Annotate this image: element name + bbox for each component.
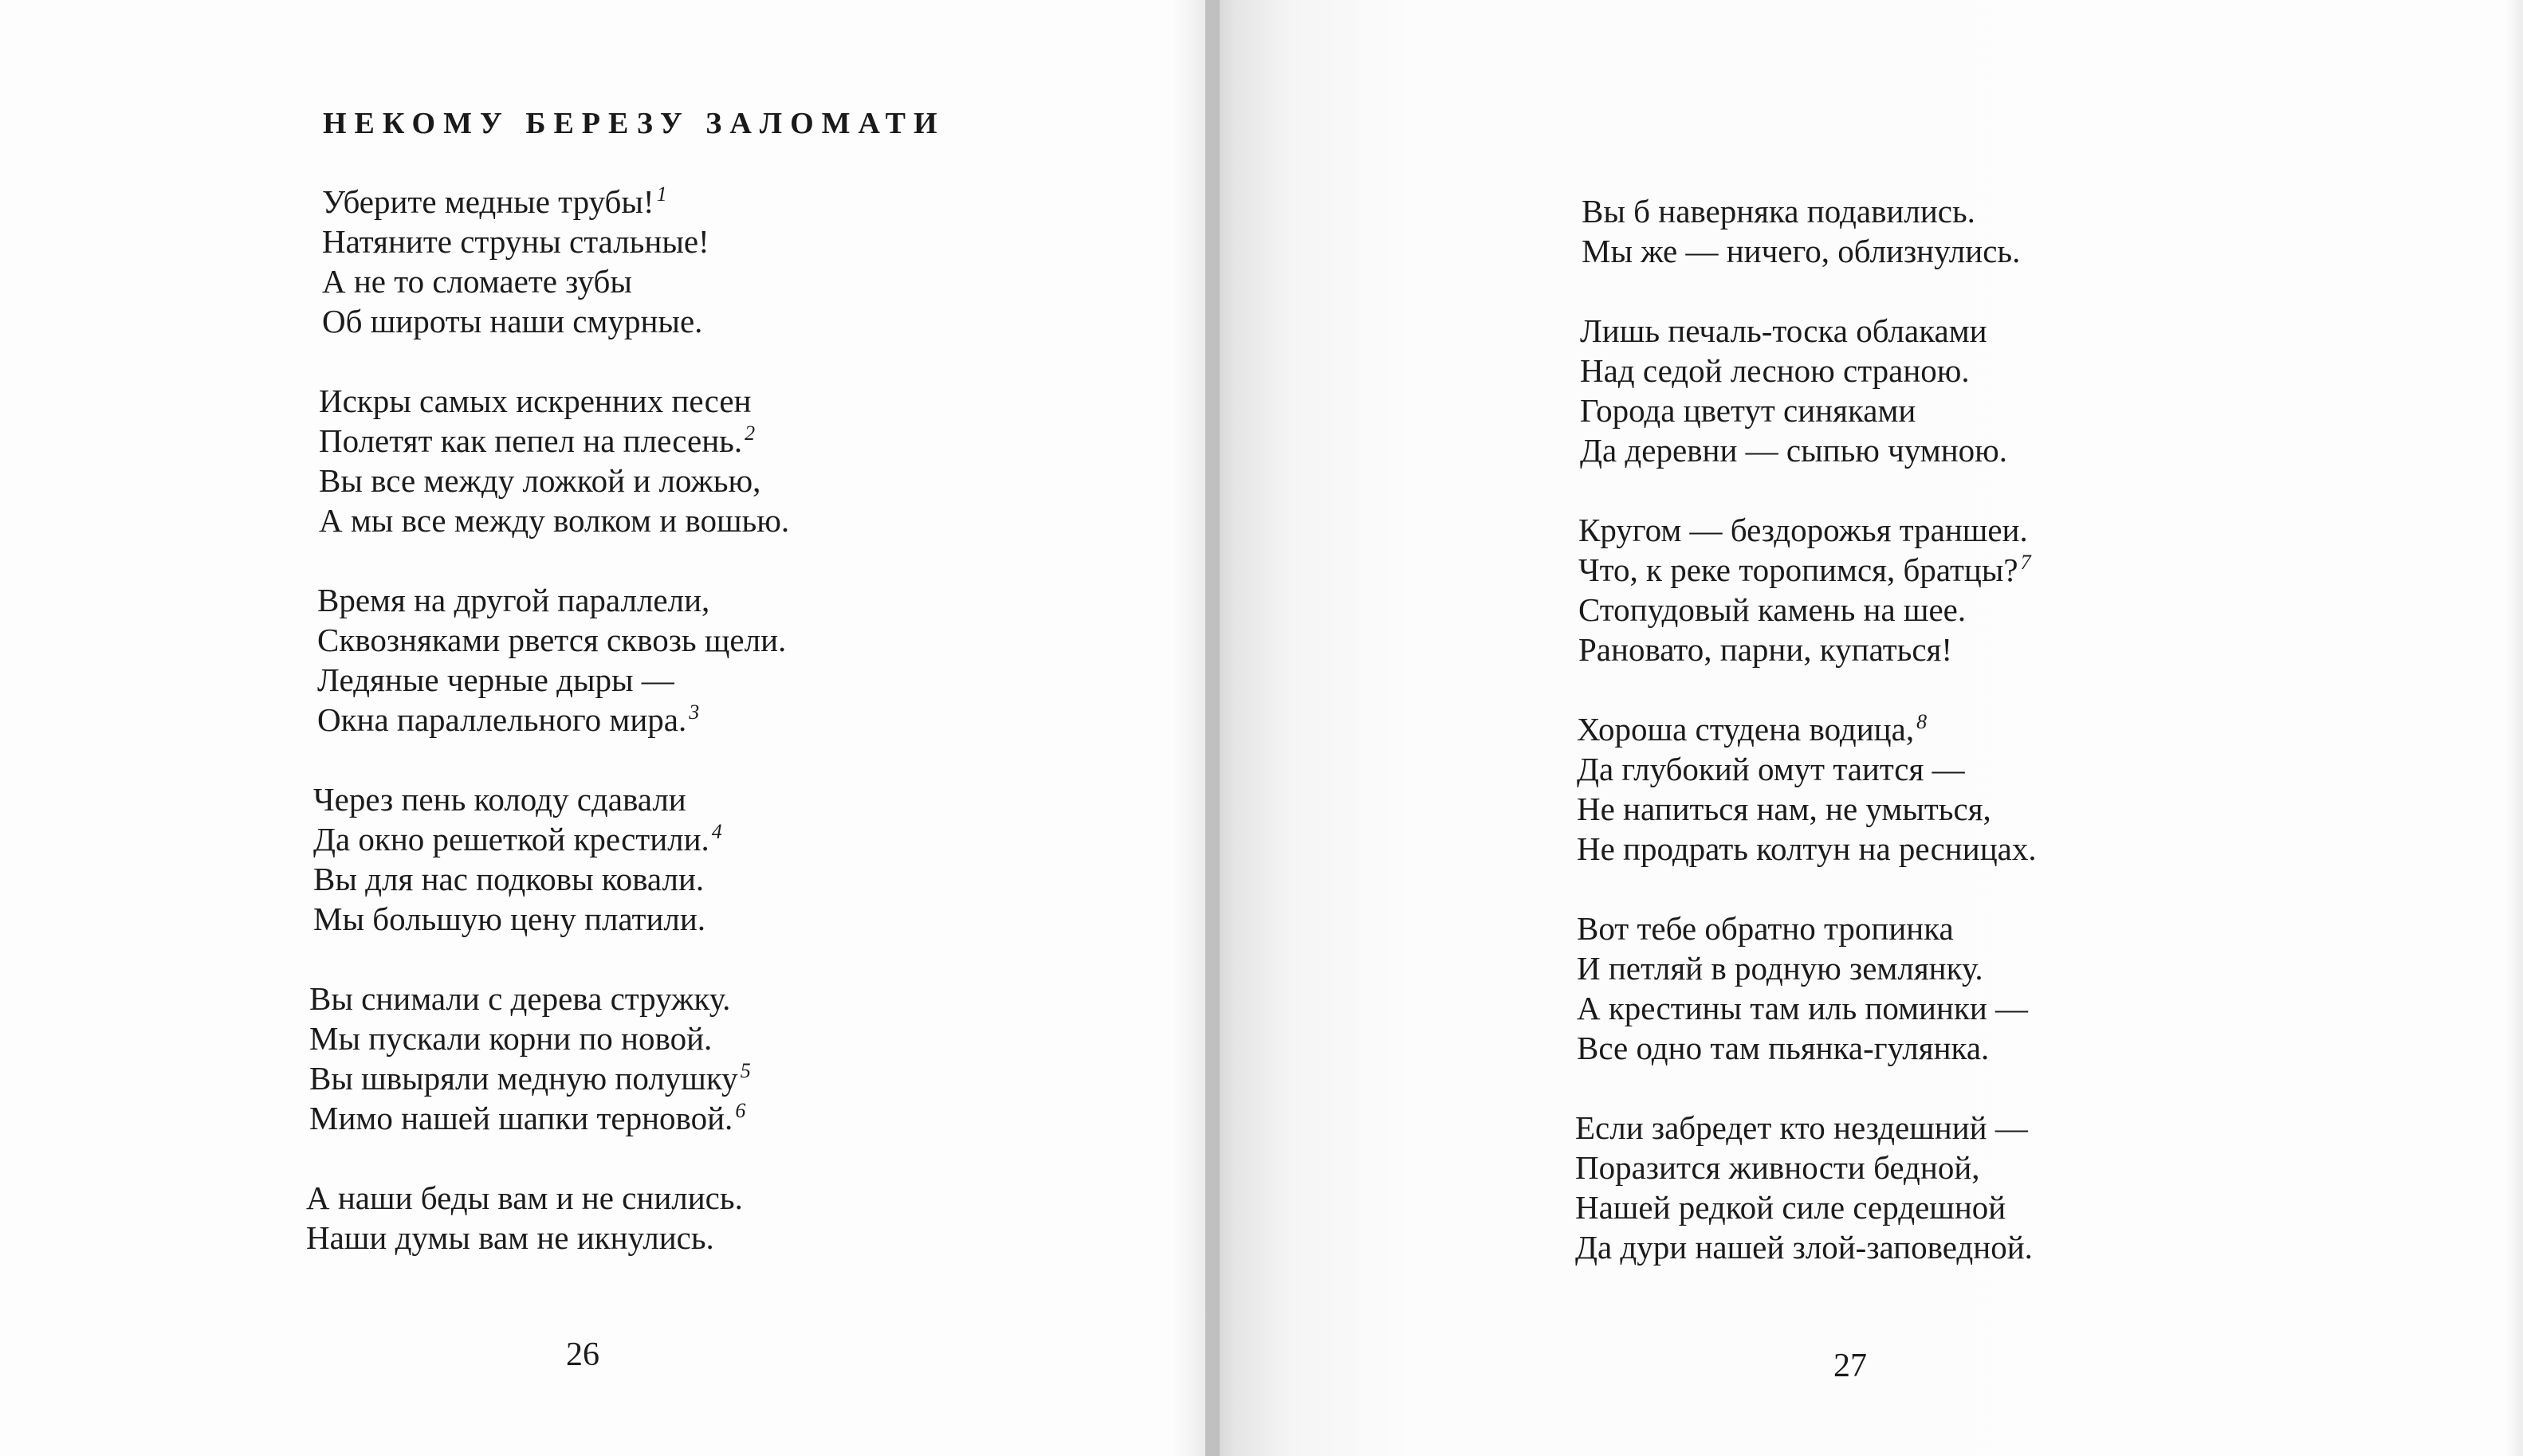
verse-line: Нашей редкой силе сердешной [1575, 1189, 2006, 1226]
verse-line: А не то сломаете зубы [322, 263, 632, 300]
verse-line: Да дури нашей злой-заповедной. [1575, 1229, 2033, 1266]
verse-line: Вы снимали с дерева стружку. [309, 980, 731, 1017]
footnote-marker: 4 [711, 820, 722, 844]
verse-line: Не напиться нам, не умыться, [1577, 791, 1991, 827]
verse-line: Вы все между ложкой и ложью, [319, 462, 761, 499]
stanza [317, 580, 786, 740]
verse-line: Мимо нашей шапки терновой. $^6$ [309, 1099, 746, 1136]
verse-line: Хороша студена водица, $^8$ [1577, 710, 1928, 748]
stanza [1582, 191, 2020, 271]
verse-line: Через пень колоду сдавали [313, 781, 686, 818]
footnote-marker: 1 [656, 182, 667, 206]
verse-line: Если забредет кто нездешний — [1575, 1109, 2028, 1146]
stanza [1577, 909, 2028, 1068]
footnote-marker: 3 [689, 701, 700, 724]
verse-line: Искры самых искренних песен [319, 383, 752, 419]
left-page [0, 0, 1205, 1456]
verse-line: Мы большую цену платили. [313, 901, 706, 937]
verse-line: Вы для нас подковы ковали. [313, 861, 705, 897]
verse-line: Об широты наши смурные. [322, 303, 703, 339]
verse-line: Полетят как пепел на плесень. $^2$ [319, 422, 756, 459]
verse-line: А мы все между волком и вошью. [319, 502, 790, 539]
verse-line: Да глубокий омут таится — [1577, 751, 1965, 787]
verse-line: Уберите медные трубы! $^1$ [322, 182, 667, 220]
verse-line: Натяните струны стальные! [322, 223, 709, 260]
verse-line: Стопудовый камень на шее. [1578, 591, 1967, 628]
page-number: 27 [1833, 1348, 1867, 1384]
verse-line: Что, к реке торопимся, братцы? $^7$ [1578, 551, 2031, 588]
gutter-shadow [1172, 0, 1220, 1456]
verse-line: Кругом — бездорожья траншеи. [1578, 512, 2028, 548]
verse-line: Все одно там пьянка-гулянка. [1577, 1030, 1990, 1066]
verse-line: Не продрать колтун на ресницах. [1577, 830, 2037, 867]
stanza [306, 1178, 743, 1258]
stanza [322, 182, 709, 341]
verse-line: Мы пускали корни по новой. [309, 1020, 713, 1057]
verse-line: Вы швыряли медную полушку $^5$ [309, 1059, 751, 1097]
stanza [309, 979, 751, 1138]
verse-line: Поразится живности бедной, [1575, 1149, 1980, 1186]
footnote-marker: 6 [735, 1099, 746, 1123]
stanza [1580, 311, 2007, 470]
verse-line: Лишь печаль-тоска облаками [1580, 312, 1987, 349]
stanza [319, 381, 789, 540]
verse-line: И петляй в родную землянку. [1577, 950, 1983, 987]
verse-line: Окна параллельного мира. $^3$ [317, 701, 700, 738]
verse-line: А крестины там иль поминки — [1577, 990, 2029, 1026]
verse-line: Сквозняками рвется сквозь щели. [317, 622, 787, 658]
right-page [1205, 0, 2523, 1456]
page-edge-shadow [2505, 0, 2523, 1456]
verse-line: А наши беды вам и не снились. [306, 1179, 743, 1216]
verse-line: Наши думы вам не икнулись. [306, 1219, 714, 1256]
verse-line: Рановато, парни, купаться! [1578, 631, 1953, 668]
footnote-marker: 2 [745, 422, 756, 445]
footnote-marker: 8 [1916, 710, 1928, 734]
verse-line: Да окно решеткой крестили. $^4$ [313, 820, 722, 858]
verse-line: Города цветут синяками [1580, 392, 1916, 429]
verse-line: Мы же — ничего, облизнулись. [1582, 233, 2021, 269]
verse-line: Время на другой параллели, [317, 582, 710, 618]
verse-line: Вы б наверняка подавились. [1582, 193, 1975, 230]
page-number: 26 [566, 1336, 599, 1373]
verse-line: Ледяные черные дыры — [317, 661, 674, 698]
poem-title: НЕКОМУ БЕРЕЗУ ЗАЛОМАТИ [323, 107, 945, 140]
stanza [1575, 1108, 2033, 1267]
verse-line: Вот тебе обратно тропинка [1577, 910, 1954, 947]
stanza [1578, 510, 2031, 669]
stanza [1577, 709, 2037, 869]
verse-line: Над седой лесною страною. [1580, 352, 1970, 389]
stanza [313, 779, 722, 939]
verse-line: Да деревни — сыпью чумною. [1580, 432, 2008, 469]
footnote-marker: 5 [740, 1059, 751, 1083]
footnote-marker: 7 [2020, 551, 2031, 575]
